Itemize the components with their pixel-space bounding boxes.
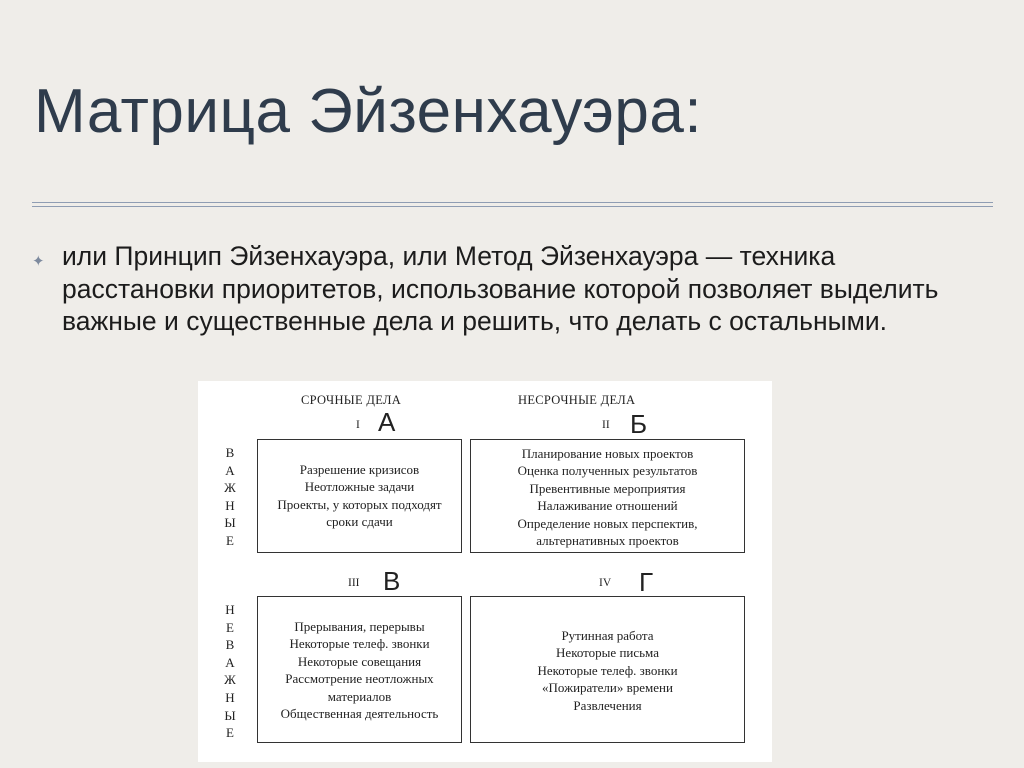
quadrant-item: сроки сдачи — [326, 514, 393, 530]
quadrant-item: Проекты, у которых подходят — [277, 496, 442, 512]
bullet-text: или Принцип Эйзенхауэра, или Метод Эйзенхауэра — техника расстановки приоритетов, использование которой позволяет выделить важные и существенные дела и решить, что делать с остальными. — [62, 241, 939, 336]
quadrant-letter-a: А — [378, 407, 396, 437]
quadrant-items-1 — [258, 461, 461, 531]
row-label-not-important — [220, 601, 240, 742]
quadrant-number-4: IV — [599, 577, 612, 589]
row-label-letter: Ж — [224, 672, 236, 688]
row-label-important — [220, 444, 240, 550]
column-header-urgent: СРОЧНЫЕ ДЕЛА — [301, 393, 402, 407]
row-label-letter: Е — [226, 619, 234, 635]
quadrant-number-3: III — [348, 577, 360, 589]
row-label-letter: Ы — [224, 707, 236, 723]
quadrant-item: Налаживание отношений — [537, 498, 678, 514]
quadrant-items-2 — [471, 445, 744, 549]
row-label-letter: Ы — [224, 515, 236, 531]
row-label-letter: В — [225, 445, 235, 460]
quadrant-letter-v: В — [383, 566, 401, 596]
quadrant-box-4 — [470, 596, 745, 743]
sparkle-icon: ✦ — [32, 253, 45, 270]
quadrant-item: Некоторые телеф. звонки — [537, 662, 678, 678]
quadrant-items-3 — [258, 618, 461, 722]
quadrant-item: альтернативных проектов — [536, 533, 679, 549]
quadrant-letter-g: Г — [639, 567, 654, 597]
quadrant-number-2: II — [602, 419, 610, 431]
quadrant-item: материалов — [327, 688, 392, 704]
quadrant-box-2 — [470, 439, 745, 553]
row-label-letter: Е — [226, 532, 234, 548]
eisenhower-matrix — [198, 381, 772, 762]
quadrant-items-4 — [471, 627, 744, 714]
row-label-letter: Н — [225, 602, 235, 617]
row-label-letter: Н — [225, 497, 235, 513]
title-divider-top — [32, 202, 993, 203]
row-label-letter: Ж — [224, 480, 236, 496]
quadrant-item: Оценка полученных результатов — [517, 463, 698, 479]
quadrant-item: Неотложные задачи — [304, 479, 415, 495]
row-label-letter: Е — [226, 725, 234, 741]
row-label-letter: Н — [225, 689, 235, 705]
quadrant-item: Разрешение кризисов — [299, 462, 420, 477]
row-label-letter: А — [225, 462, 235, 478]
row-label-letter: А — [225, 654, 235, 670]
quadrant-item: Общественная деятельность — [280, 706, 439, 722]
quadrant-item: Рутинная работа — [561, 628, 654, 643]
quadrant-item: «Пожиратели» времени — [542, 680, 673, 696]
quadrant-item: Развлечения — [573, 697, 642, 713]
quadrant-box-1 — [257, 439, 462, 553]
quadrant-item: Некоторые телеф. звонки — [289, 636, 430, 652]
quadrant-item: Прерывания, перерывы — [294, 619, 425, 634]
quadrant-letter-b: Б — [630, 409, 648, 439]
quadrant-item: Планирование новых проектов — [521, 446, 694, 461]
title-divider-bottom — [32, 206, 993, 207]
row-label-letter: В — [225, 637, 235, 653]
slide-title: Матрица Эйзенхауэра: — [34, 77, 703, 146]
quadrant-box-3 — [257, 596, 462, 743]
quadrant-item: Некоторые письма — [556, 645, 659, 661]
quadrant-item: Некоторые совещания — [297, 653, 422, 669]
quadrant-item: Определение новых перспектив, — [517, 515, 698, 531]
column-header-not-urgent: НЕСРОЧНЫЕ ДЕЛА — [518, 393, 636, 407]
quadrant-item: Рассмотрение неотложных — [285, 671, 434, 687]
quadrant-item: Превентивные мероприятия — [529, 480, 686, 496]
quadrant-number-1: I — [356, 419, 360, 431]
